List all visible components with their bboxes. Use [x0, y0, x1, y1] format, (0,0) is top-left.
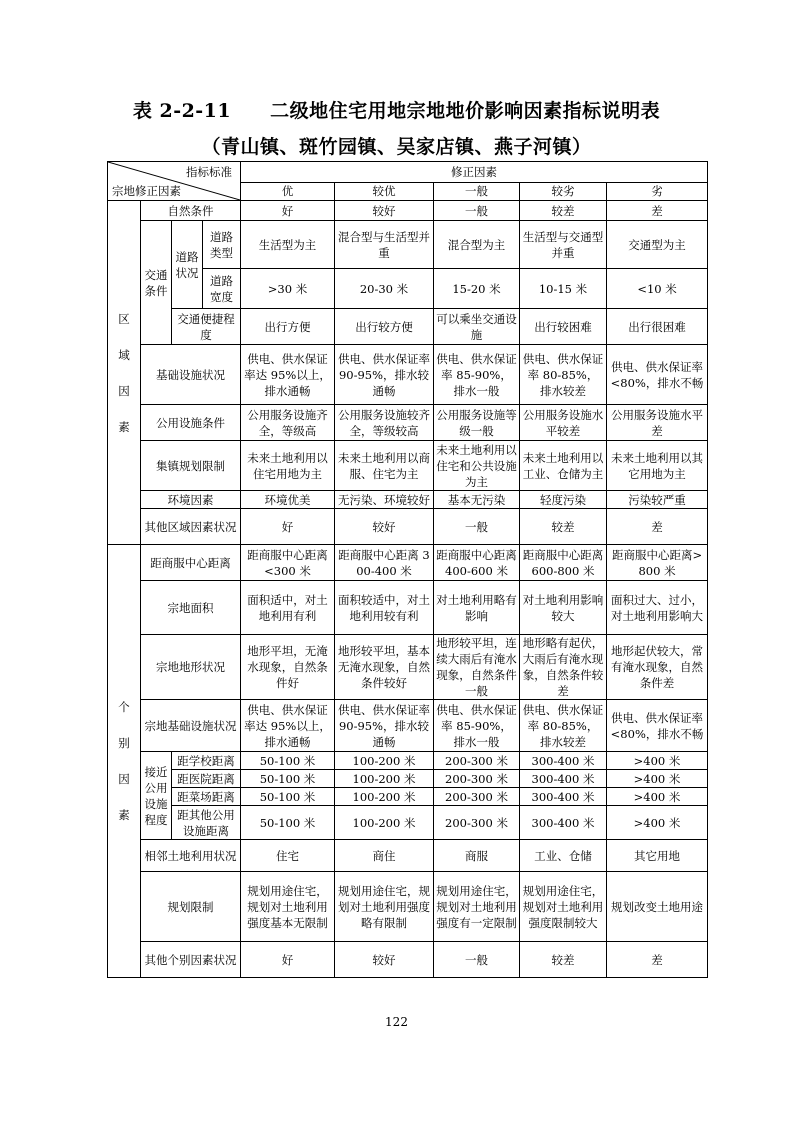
grade-value-cell: 其它用地: [607, 840, 708, 872]
grade-header: 优: [241, 182, 335, 200]
grade-value-cell: 200-300 米: [434, 788, 520, 806]
grade-value-cell: 较差: [520, 509, 607, 545]
grade-value-cell: 地形较平坦，连续大雨后有淹水现象，自然条件一般: [434, 635, 520, 700]
grade-value-cell: 供电、供水保证率达 95%以上，排水通畅: [241, 345, 335, 405]
grade-value-cell: 公用服务设施齐全，等级高: [241, 405, 335, 441]
grade-value-cell: 商住: [335, 840, 434, 872]
grade-value-cell: 规划用途住宅，规划对土地利用强度限制较大: [520, 872, 607, 942]
indicator-table: [107, 161, 708, 978]
grade-value-cell: 15-20 米: [434, 269, 520, 309]
factor-label: 公用设施条件: [141, 405, 241, 441]
grade-value-cell: 差: [607, 509, 708, 545]
grade-value-cell: 一般: [434, 201, 520, 221]
page-number: 122: [385, 1015, 408, 1029]
factor-label: 规划限制: [141, 872, 241, 942]
table-row: [108, 162, 708, 183]
grade-value-cell: 距商服中心距离 300-400 米: [335, 545, 434, 581]
factor-label: 道路类型: [203, 221, 241, 269]
factor-label: 环境因素: [141, 491, 241, 509]
grade-value-cell: 200-300 米: [434, 752, 520, 770]
traffic-condition-label: 交通条件: [141, 221, 172, 345]
table-row: [108, 221, 708, 269]
factor-label: 其他区域因素状况: [141, 509, 241, 545]
grade-value-cell: 对土地利用略有影响: [434, 581, 520, 635]
factor-label: 自然条件: [141, 201, 241, 221]
grade-value-cell: 100-200 米: [335, 788, 434, 806]
grade-value-cell: 好: [241, 509, 335, 545]
grade-value-cell: 出行较困难: [520, 309, 607, 345]
table-row: [108, 942, 708, 978]
factor-label: 距菜场距离: [172, 788, 241, 806]
grade-value-cell: 供电、供水保证率 80-85%，排水较差: [520, 700, 607, 752]
grade-value-cell: 300-400 米: [520, 752, 607, 770]
grade-value-cell: 100-200 米: [335, 806, 434, 840]
factor-label: 宗地基础设施状况: [141, 700, 241, 752]
grade-value-cell: 商服: [434, 840, 520, 872]
grade-value-cell: 未来土地利用以住宅和公共设施为主: [434, 441, 520, 491]
grade-value-cell: 公用服务设施水平较差: [520, 405, 607, 441]
factor-label: 距学校距离: [172, 752, 241, 770]
grade-value-cell: 距商服中心距离 400-600 米: [434, 545, 520, 581]
grade-value-cell: 200-300 米: [434, 770, 520, 788]
grade-value-cell: >400 米: [607, 806, 708, 840]
grade-value-cell: 环境优美: [241, 491, 335, 509]
grade-value-cell: 距商服中心距离<300 米: [241, 545, 335, 581]
table-title: 表 2-2-11 二级地住宅用地宗地地价影响因素指标说明表: [132, 100, 661, 122]
table-row: [108, 788, 708, 806]
grade-value-cell: 300-400 米: [520, 788, 607, 806]
grade-value-cell: 300-400 米: [520, 806, 607, 840]
table-row: [108, 405, 708, 441]
indicator-standard-label: 指标标准: [186, 165, 232, 179]
table-row: [108, 752, 708, 770]
grade-value-cell: 供电、供水保证率 85-90%，排水一般: [434, 700, 520, 752]
grade-value-cell: 面积较适中，对土地利用较有利: [335, 581, 434, 635]
grade-value-cell: 混合型为主: [434, 221, 520, 269]
grade-value-cell: 可以乘坐交通设施: [434, 309, 520, 345]
table-row: [108, 840, 708, 872]
grade-value-cell: 较好: [335, 201, 434, 221]
grade-value-cell: 较差: [520, 201, 607, 221]
grade-value-cell: 规划改变土地用途: [607, 872, 708, 942]
grade-value-cell: 50-100 米: [241, 752, 335, 770]
factor-label: 交通便捷程度: [172, 309, 241, 345]
factor-label: 相邻土地利用状况: [141, 840, 241, 872]
grade-value-cell: 差: [607, 201, 708, 221]
grade-value-cell: 供电、供水保证率达 95%以上，排水通畅: [241, 700, 335, 752]
table-row: [108, 201, 708, 221]
factor-label: 宗地面积: [141, 581, 241, 635]
grade-value-cell: 差: [607, 942, 708, 978]
facility-proximity-label: 接近公用设施程度: [141, 752, 172, 840]
grade-value-cell: 出行很困难: [607, 309, 708, 345]
grade-value-cell: 50-100 米: [241, 806, 335, 840]
grade-header: 较优: [335, 182, 434, 200]
grade-value-cell: 面积适中，对土地利用有利: [241, 581, 335, 635]
factor-label: 距医院距离: [172, 770, 241, 788]
grade-value-cell: 公用服务设施较齐全，等级较高: [335, 405, 434, 441]
table-row: [108, 806, 708, 840]
factor-label: 距其他公用设施距离: [172, 806, 241, 840]
factor-label: 宗地地形状况: [141, 635, 241, 700]
grade-value-cell: 混合型与生活型并重: [335, 221, 434, 269]
grade-value-cell: 较好: [335, 942, 434, 978]
grade-value-cell: 供电、供水保证率<80%，排水不畅: [607, 345, 708, 405]
grade-value-cell: 未来土地利用以工业、仓储为主: [520, 441, 607, 491]
table-row: [108, 545, 708, 581]
grade-header: 一般: [434, 182, 520, 200]
grade-value-cell: 50-100 米: [241, 770, 335, 788]
grade-value-cell: 公用服务设施水平差: [607, 405, 708, 441]
grade-value-cell: 100-200 米: [335, 770, 434, 788]
grade-value-cell: >30 米: [241, 269, 335, 309]
road-condition-label: 道路状况: [172, 221, 203, 309]
factor-label: 基础设施状况: [141, 345, 241, 405]
grade-header: 较劣: [520, 182, 607, 200]
table-row: [108, 309, 708, 345]
grade-value-cell: 出行较方便: [335, 309, 434, 345]
table-row: [108, 700, 708, 752]
grade-value-cell: 10-15 米: [520, 269, 607, 309]
grade-value-cell: 轻度污染: [520, 491, 607, 509]
table-row: [108, 491, 708, 509]
grade-value-cell: 出行方便: [241, 309, 335, 345]
grade-value-cell: 300-400 米: [520, 770, 607, 788]
grade-value-cell: 公用服务设施等级一般: [434, 405, 520, 441]
grade-value-cell: 生活型与交通型并重: [520, 221, 607, 269]
correction-factor-label: 宗地修正因素: [112, 184, 181, 198]
grade-value-cell: >400 米: [607, 788, 708, 806]
grade-value-cell: 供电、供水保证率 90-95%，排水较通畅: [335, 700, 434, 752]
table-row: [108, 345, 708, 405]
grade-value-cell: 规划用途住宅，规划对土地利用强度略有限制: [335, 872, 434, 942]
grade-value-cell: 生活型为主: [241, 221, 335, 269]
grade-value-cell: 地形起伏较大，常有淹水现象，自然条件差: [607, 635, 708, 700]
grade-value-cell: 基本无污染: [434, 491, 520, 509]
table-row: [108, 441, 708, 491]
grade-value-cell: 20-30 米: [335, 269, 434, 309]
factor-label: 距商服中心距离: [141, 545, 241, 581]
grade-value-cell: 无污染、环境较好: [335, 491, 434, 509]
grade-value-cell: 对土地利用影响较大: [520, 581, 607, 635]
grade-value-cell: 地形略有起伏，大雨后有淹水现象，自然条件较差: [520, 635, 607, 700]
grade-value-cell: 未来土地利用以其它用地为主: [607, 441, 708, 491]
grade-value-cell: 供电、供水保证率 80-85%，排水较差: [520, 345, 607, 405]
correction-factor-header: 修正因素: [241, 162, 708, 183]
table-row: [108, 581, 708, 635]
table-subtitle: （青山镇、斑竹园镇、吴家店镇、燕子河镇）: [201, 136, 592, 158]
grade-value-cell: 供电、供水保证率 90-95%，排水较通畅: [335, 345, 434, 405]
table-row: [108, 635, 708, 700]
grade-value-cell: 距商服中心距离>800 米: [607, 545, 708, 581]
grade-value-cell: 未来土地利用以住宅用地为主: [241, 441, 335, 491]
grade-value-cell: 较好: [335, 509, 434, 545]
factor-label: 道路宽度: [203, 269, 241, 309]
factor-label: 其他个别因素状况: [141, 942, 241, 978]
grade-value-cell: 规划用途住宅，规划对土地利用强度基本无限制: [241, 872, 335, 942]
table-row: [108, 872, 708, 942]
grade-value-cell: >400 米: [607, 770, 708, 788]
grade-value-cell: 交通型为主: [607, 221, 708, 269]
grade-value-cell: 100-200 米: [335, 752, 434, 770]
grade-value-cell: 50-100 米: [241, 788, 335, 806]
grade-value-cell: 一般: [434, 942, 520, 978]
grade-value-cell: 好: [241, 942, 335, 978]
grade-value-cell: 距商服中心距离 600-800 米: [520, 545, 607, 581]
grade-value-cell: 污染较严重: [607, 491, 708, 509]
factor-label: 集镇规划限制: [141, 441, 241, 491]
grade-value-cell: 地形平坦，无淹水现象，自然条件好: [241, 635, 335, 700]
grade-value-cell: 一般: [434, 509, 520, 545]
diagonal-header-cell: [108, 162, 241, 201]
grade-value-cell: 地形较平坦，基本无淹水现象，自然条件较好: [335, 635, 434, 700]
grade-header: 劣: [607, 182, 708, 200]
grade-value-cell: 较差: [520, 942, 607, 978]
grade-value-cell: 规划用途住宅，规划对土地利用强度有一定限制: [434, 872, 520, 942]
grade-value-cell: 面积过大、过小，对土地利用影响大: [607, 581, 708, 635]
table-row: [108, 509, 708, 545]
individual-factors-group: 个 别 因 素: [108, 545, 141, 978]
grade-value-cell: 工业、仓储: [520, 840, 607, 872]
grade-value-cell: >400 米: [607, 752, 708, 770]
grade-value-cell: <10 米: [607, 269, 708, 309]
grade-value-cell: 好: [241, 201, 335, 221]
grade-value-cell: 200-300 米: [434, 806, 520, 840]
grade-value-cell: 住宅: [241, 840, 335, 872]
grade-value-cell: 供电、供水保证率 85-90%，排水一般: [434, 345, 520, 405]
table-row: [108, 770, 708, 788]
regional-factors-group: 区 域 因 素: [108, 201, 141, 545]
grade-value-cell: 未来土地利用以商服、住宅为主: [335, 441, 434, 491]
grade-value-cell: 供电、供水保证率<80%，排水不畅: [607, 700, 708, 752]
